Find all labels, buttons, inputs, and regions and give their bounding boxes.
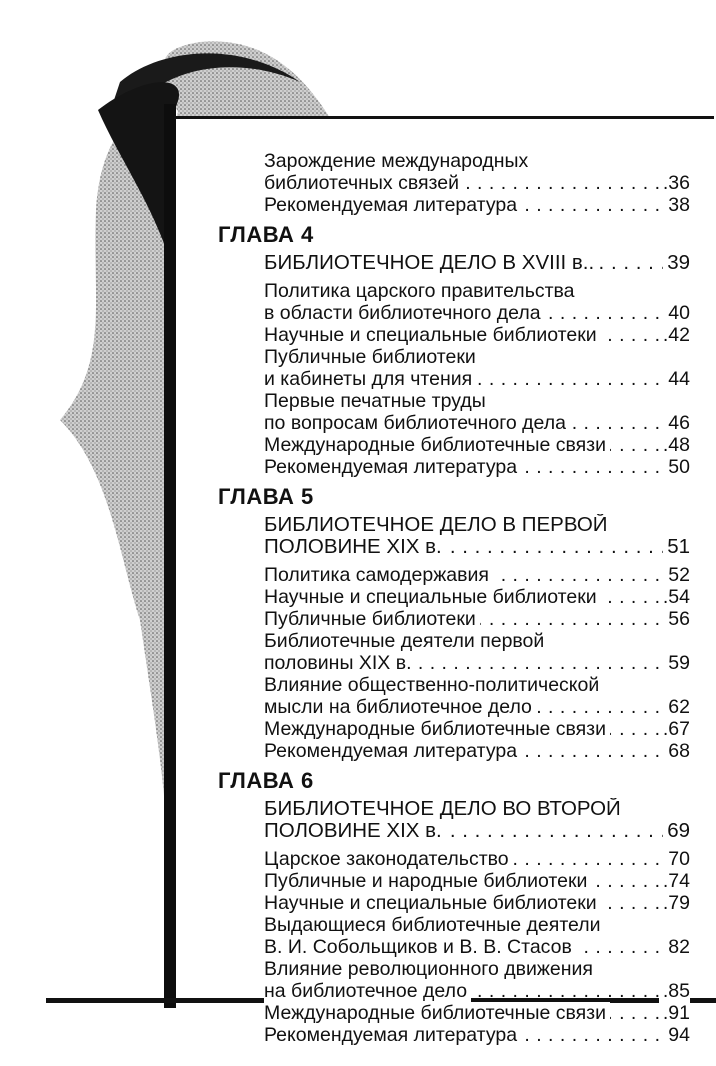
toc-entry-line [264, 280, 690, 302]
toc-entry-text: Выдающиеся библиотечные деятели [264, 914, 605, 936]
chapter-heading: ГЛАВА 6 [218, 768, 314, 793]
toc-entry-text: Научные и специальные библиотеки [264, 586, 601, 608]
toc-entry-line [264, 848, 690, 870]
page-number: 94 [664, 1024, 690, 1046]
toc-entry-line [264, 390, 690, 412]
toc-entry-text: Публичные библиотеки [264, 608, 480, 630]
page-number: 50 [664, 456, 690, 478]
toc-entry-text: ПОЛОВИНЕ XIX в. [264, 820, 446, 842]
page-number: 44 [664, 368, 690, 390]
toc-entry-text: Библиотечные деятели первой [264, 630, 548, 652]
page-number: 52 [664, 564, 690, 586]
toc-entry-text: Влияние революционного движения [264, 958, 597, 980]
toc-entry-text: Публичные библиотеки [264, 346, 480, 368]
toc-entry-text: на библиотечное дело [264, 980, 471, 1002]
toc-entry-line [264, 740, 690, 762]
page-number: 82 [664, 936, 690, 958]
toc-entry-line [264, 586, 690, 608]
page-number: 56 [664, 608, 690, 630]
toc-entry-line [264, 718, 690, 740]
toc-entry-text: БИБЛИОТЕЧНОЕ ДЕЛО ВО ВТОРОЙ [264, 798, 625, 820]
toc-entry-text: Рекомендуемая литература [264, 1024, 521, 1046]
toc-entry-line [264, 346, 690, 368]
toc-entry-text: БИБЛИОТЕЧНОЕ ДЕЛО В XVIII в.. [264, 252, 598, 274]
section-title-line [264, 536, 690, 558]
toc-entry-line [264, 150, 690, 172]
toc-entry-line [264, 936, 690, 958]
toc-entry-line [264, 302, 690, 324]
toc-entry-line [264, 608, 690, 630]
toc-entry-text: Публичные и народные библиотеки [264, 870, 591, 892]
toc-entry-text: библиотечных связей [264, 172, 463, 194]
toc-entry-text: Международные библиотечные связи [264, 1002, 610, 1024]
toc-entry-line [264, 368, 690, 390]
page-number: .67 [659, 718, 690, 740]
toc-entry-text: Научные и специальные библиотеки [264, 892, 601, 914]
section-title-line [264, 252, 690, 274]
toc-entry-line [264, 412, 690, 434]
page-number: .74 [659, 870, 690, 892]
toc-entry-line [264, 564, 690, 586]
toc-entry-line [264, 980, 690, 1002]
toc-entry-text: Международные библиотечные связи [264, 434, 610, 456]
toc-entry-line [264, 324, 690, 346]
toc-entry-text: Рекомендуемая литература [264, 456, 521, 478]
section-title-line [264, 798, 690, 820]
toc-entry-line [264, 434, 690, 456]
toc-entry-text: Политика царского правительства [264, 280, 579, 302]
toc-entry-text: половины XIX в. [264, 652, 416, 674]
page-number: .54 [659, 586, 690, 608]
toc-entry-text: Политика самодержавия [264, 564, 493, 586]
page-number: .36 [659, 172, 690, 194]
toc-entry-text: Международные библиотечные связи [264, 718, 610, 740]
toc-entry-line [264, 456, 690, 478]
toc-entry-text: в области библиотечного дела [264, 302, 545, 324]
toc-entry-text: Влияние общественно-политической [264, 674, 603, 696]
toc-entry-line [264, 172, 690, 194]
toc-entry-text: и кабинеты для чтения [264, 368, 476, 390]
toc-entry-text: Научные и специальные библиотеки [264, 324, 601, 346]
toc-entry-line [264, 1002, 690, 1024]
toc-entry-line [264, 1024, 690, 1046]
toc-entry-text: Первые печатные труды [264, 390, 490, 412]
page-number: 70 [664, 848, 690, 870]
toc-entry-line [264, 652, 690, 674]
toc-entry-line [264, 696, 690, 718]
toc-entry-line [264, 674, 690, 696]
toc-entry-line [264, 870, 690, 892]
page-number: 39 [663, 252, 690, 274]
toc-entry-line [264, 194, 690, 216]
chapter-heading: ГЛАВА 4 [218, 222, 314, 247]
toc-entry-text: БИБЛИОТЕЧНОЕ ДЕЛО В ПЕРВОЙ [264, 514, 612, 536]
page-number: .91 [659, 1002, 690, 1024]
toc-entry-text: мысли на библиотечное дело [264, 696, 536, 718]
page-number: 51 [663, 536, 690, 558]
toc-entry-text: Зарождение международных [264, 150, 532, 172]
toc-entry-line [264, 892, 690, 914]
section-title-line [264, 514, 690, 536]
page-number: 46 [664, 412, 690, 434]
chapter-heading: ГЛАВА 5 [218, 484, 314, 509]
toc-entry-text: Рекомендуемая литература [264, 194, 521, 216]
toc-entry-text: Царское законодательство [264, 848, 513, 870]
page-number: .42 [659, 324, 690, 346]
page-number: .79 [659, 892, 690, 914]
toc-entry-text: В. И. Собольщиков и В. В. Стасов [264, 936, 576, 958]
page-number: 38 [664, 194, 690, 216]
page-number: 62 [664, 696, 690, 718]
page-number: .85 [659, 980, 690, 1002]
toc-entry-line [264, 958, 690, 980]
page-number: 69 [663, 820, 690, 842]
page-number: 68 [664, 740, 690, 762]
toc-entry-text: по вопросам библиотечного дела [264, 412, 570, 434]
toc-entry-text: Рекомендуемая литература [264, 740, 521, 762]
page-number: 40 [664, 302, 690, 324]
section-title-line [264, 820, 690, 842]
toc-entry-line [264, 630, 690, 652]
toc-entry-line [264, 914, 690, 936]
page-number: 59 [664, 652, 690, 674]
toc-entry-text: ПОЛОВИНЕ XIX в. [264, 536, 446, 558]
page-number: .48 [659, 434, 690, 456]
